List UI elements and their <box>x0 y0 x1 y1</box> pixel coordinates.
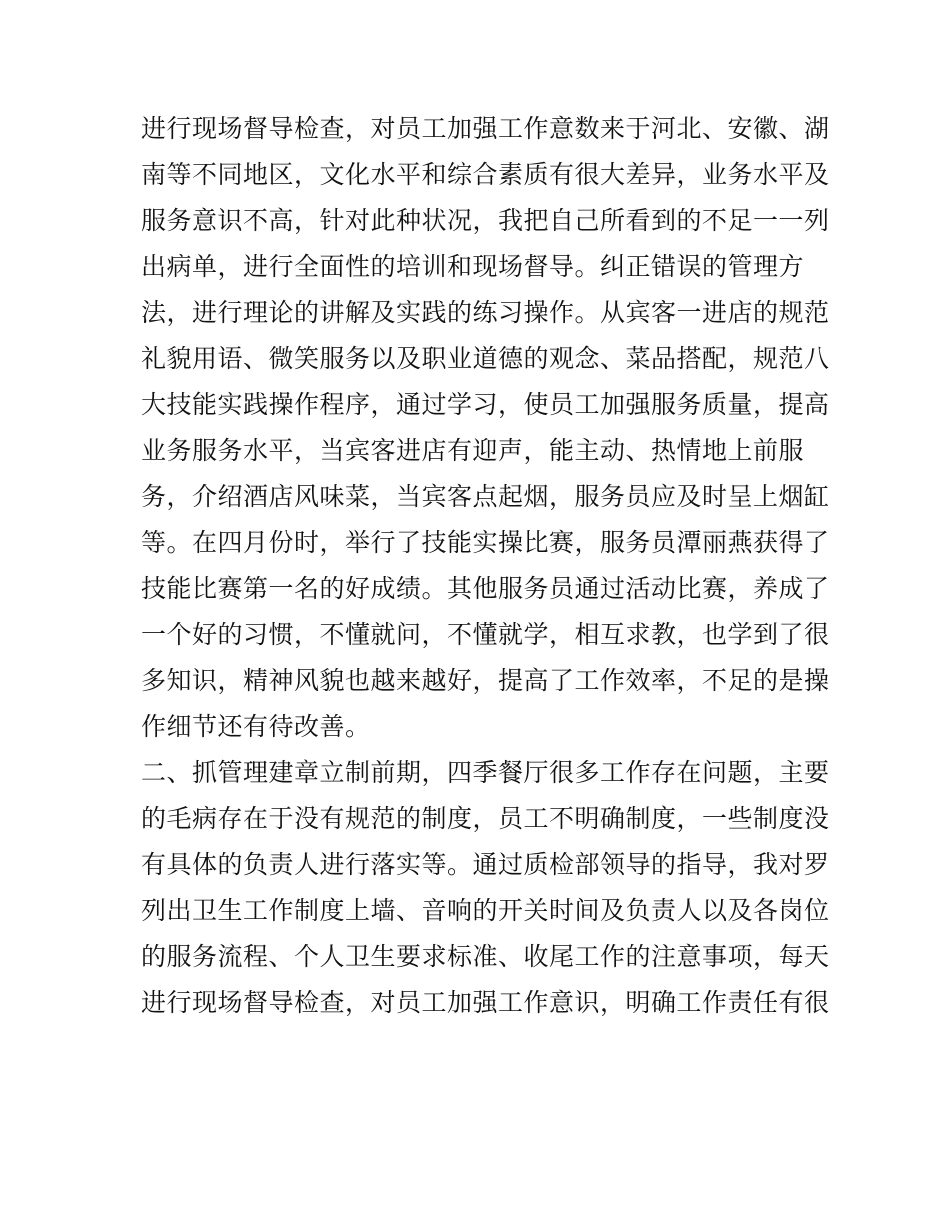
text-line: 南等不同地区，文化水平和综合素质有很大差异，业务水平及 <box>141 160 830 189</box>
text-line: 列出卫生工作制度上墙、音响的开关时间及负责人以及各岗位 <box>141 896 830 925</box>
text-line: 服务意识不高，针对此种状况，我把自己所看到的不足一一列 <box>141 206 830 235</box>
text-line: 礼貌用语、微笑服务以及职业道德的观念、菜品搭配，规范八 <box>141 344 830 373</box>
text-line: 进行现场督导检查，对员工加强工作意识，明确工作责任有很 <box>141 988 830 1017</box>
text-line: 有具体的负责人进行落实等。通过质检部领导的指导，我对罗 <box>141 850 830 879</box>
text-line: 进行现场督导检查，对员工加强工作意数来于河北、安徽、湖 <box>141 114 830 143</box>
text-line: 一个好的习惯，不懂就问，不懂就学，相互求教，也学到了很 <box>141 620 830 649</box>
text-line: 的服务流程、个人卫生要求标准、收尾工作的注意事项，每天 <box>141 942 830 971</box>
text-line: 作细节还有待改善。 <box>141 712 371 741</box>
text-line: 的毛病存在于没有规范的制度，员工不明确制度，一些制度没 <box>141 804 830 833</box>
paragraph-heading-line: 二、抓管理建章立制前期，四季餐厅很多工作存在问题，主要 <box>141 758 830 787</box>
text-line: 大技能实践操作程序，通过学习，使员工加强服务质量，提高 <box>141 390 830 419</box>
text-line: 业务服务水平，当宾客进店有迎声，能主动、热情地上前服 <box>141 436 805 465</box>
text-line: 务，介绍酒店风味菜，当宾客点起烟，服务员应及时呈上烟缸 <box>141 482 830 511</box>
text-line: 技能比赛第一名的好成绩。其他服务员通过活动比赛，养成了 <box>141 574 830 603</box>
text-line: 等。在四月份时，举行了技能实操比赛，服务员潭丽燕获得了 <box>141 528 830 557</box>
text-line: 多知识，精神风貌也越来越好，提高了工作效率，不足的是操 <box>141 666 830 695</box>
document-body <box>141 106 830 1026</box>
text-line: 法，进行理论的讲解及实践的练习操作。从宾客一进店的规范 <box>141 298 830 327</box>
text-line: 出病单，进行全面性的培训和现场督导。纠正错误的管理方 <box>141 252 805 281</box>
